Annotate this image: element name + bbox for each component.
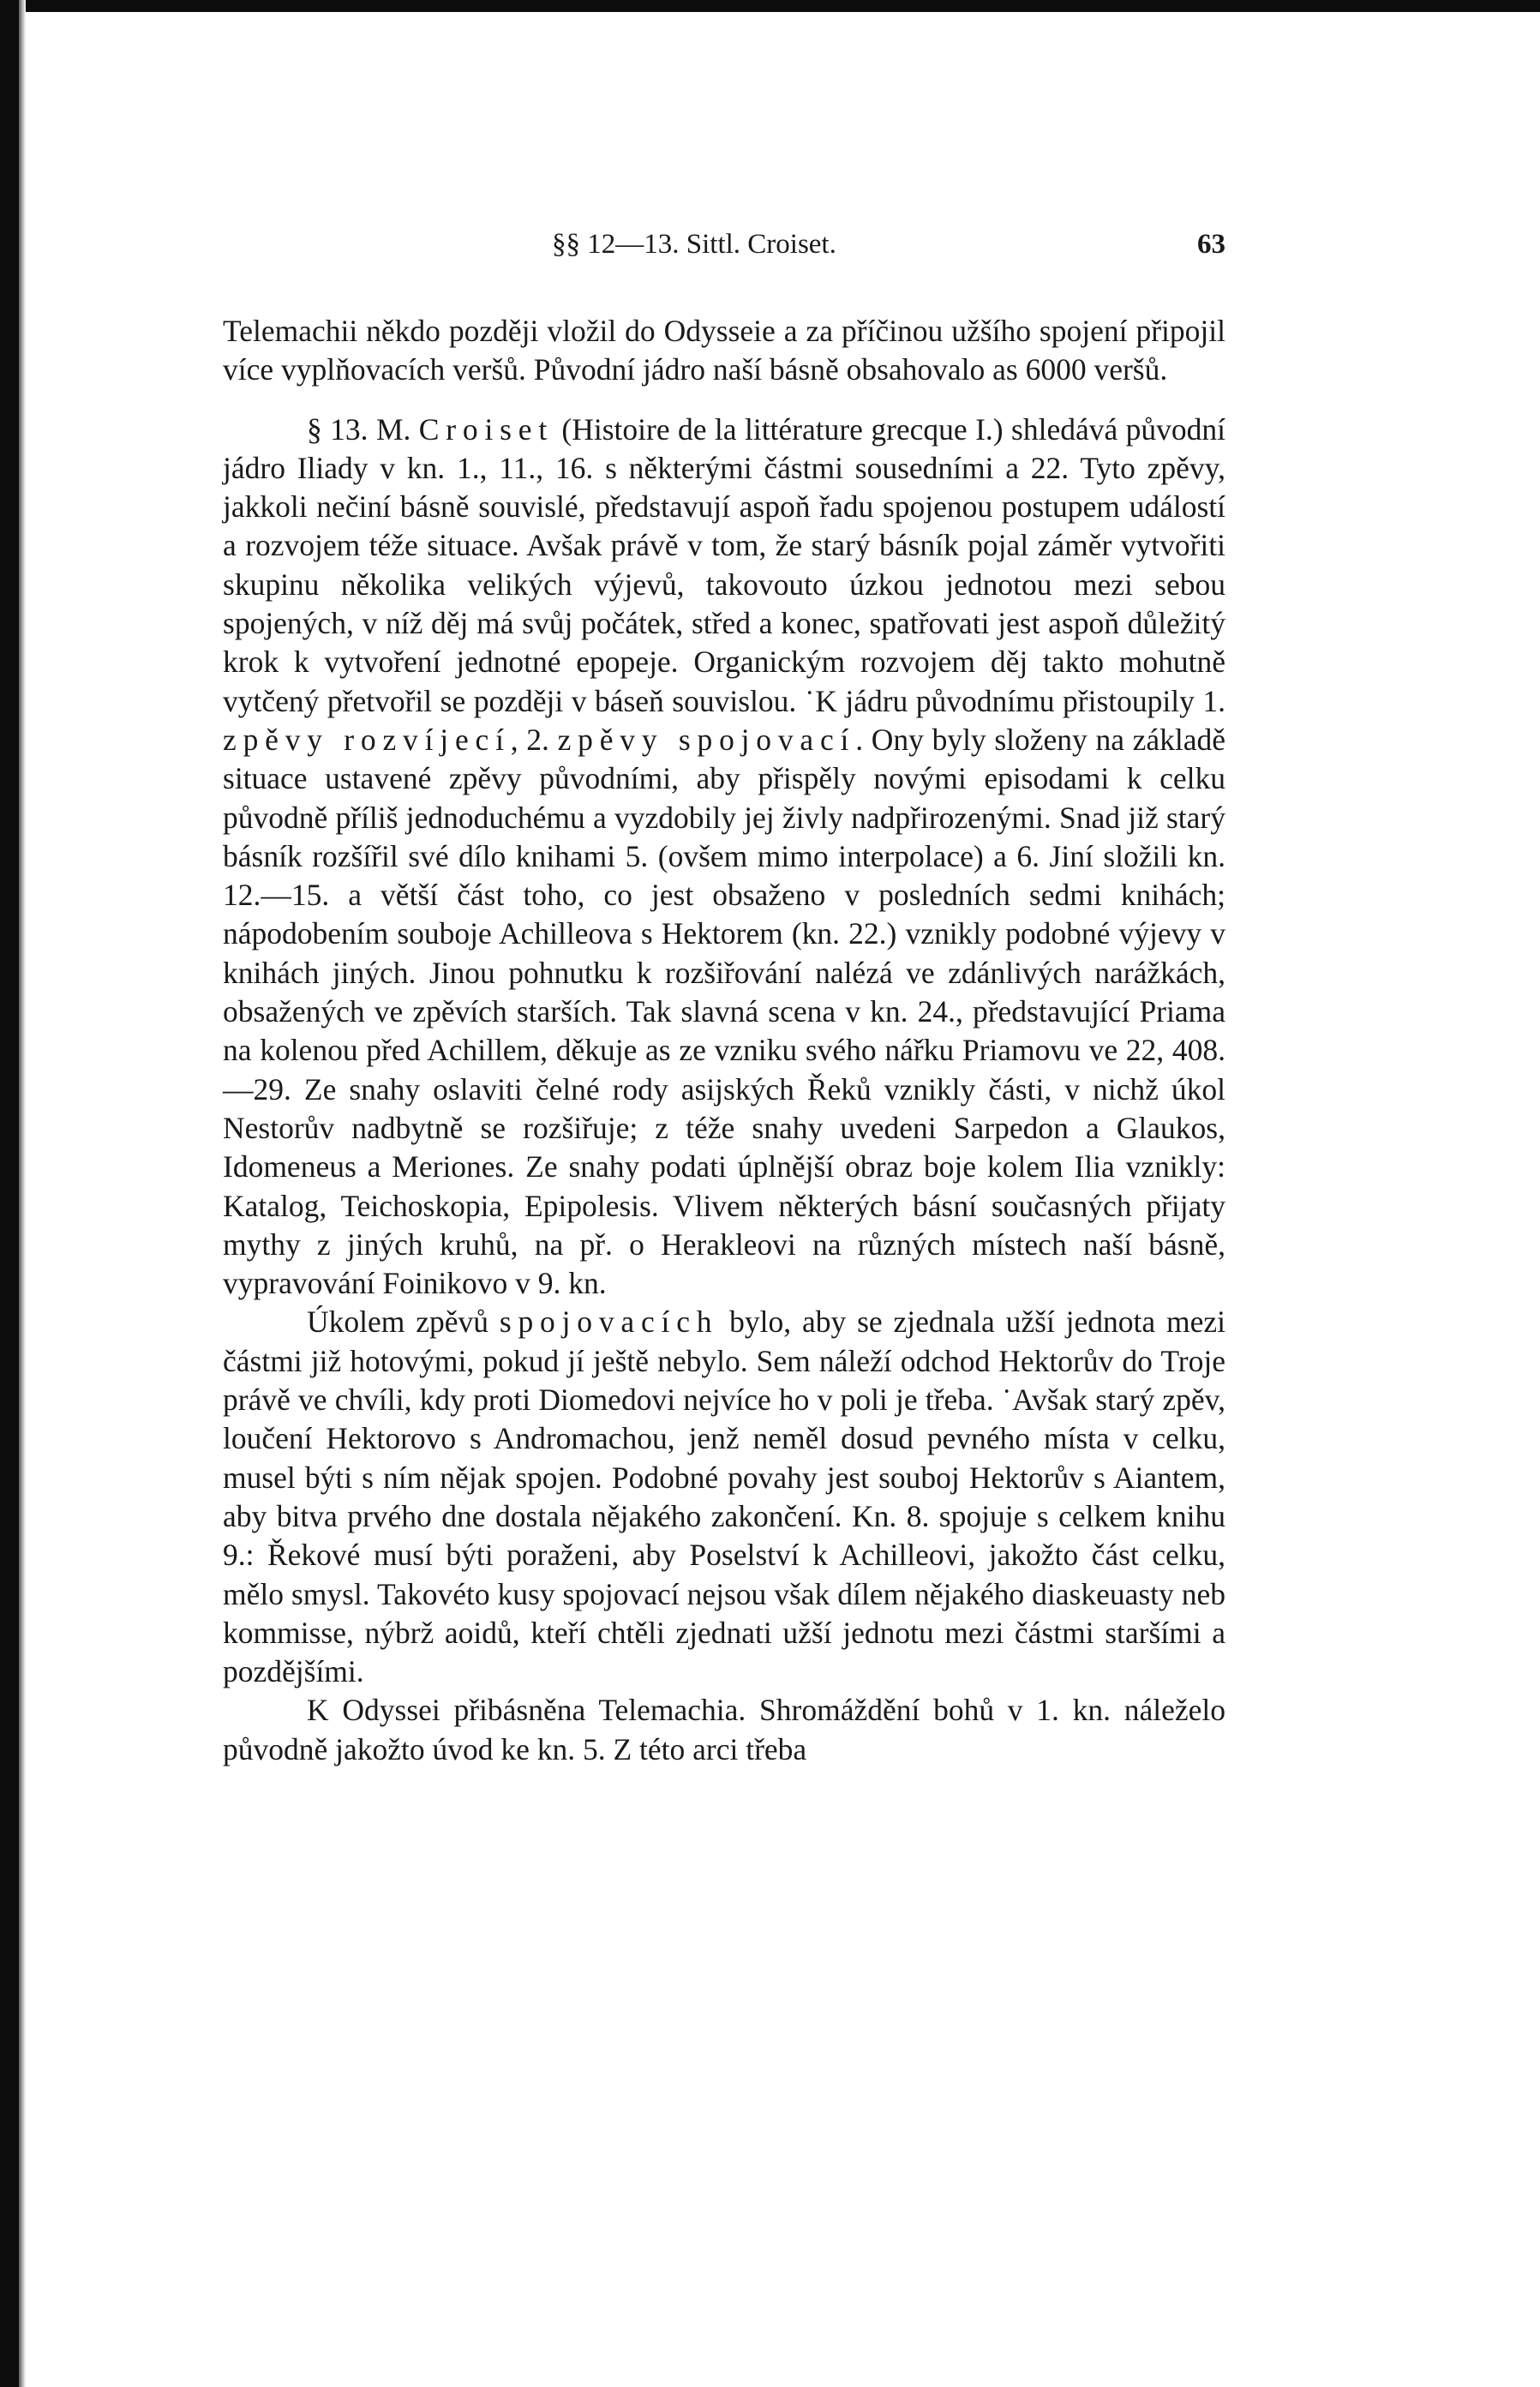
paragraph-2-text-c: . Ony byly složeny na základě situace ustavené zpěvy původními, aby přispěly novými episodami k celku původně příliš jednoduchému a vyzdobily jej živly nadpřirozenými. Snad již starý básník rozšířil své dílo knihami 5. (ovšem mimo interpolace) a 6. Jiní složili kn. 12.—15. a větší část toho, co jest obsaženo v posledních sedmi knihách; nápodobením souboje Achilleova s Hektorem (kn. 22.) vznikly podobné výjevy v knihách jiných. Jinou pohnutku k rozšiřování nalézá ve zdánlivých narážkách, obsažených ve zpěvích starších. Tak slavná scena v kn. 24., představující Priama na kolenou před Achillem, děkuje as ze vzniku svého nářku Priamovu ve 22, 408.—29. Ze snahy oslaviti čelné rody asijských Řeků vznikly části, v nichž úkol Nestorův nadbytně se rozšiřuje; z téže snahy uvedeni Sarpedon a Glaukos, Idomeneus a Meriones. Ze snahy podati úplnější obraz boje kolem Ilia vznikly: Katalog, Teichoskopia, Epipolesis. Vlivem některých básní současných přijaty mythy z jiných kruhů, na př. o Herakleovi na různých místech naší básně, vypravování Foinikovo v 9. kn. <box>223 722 1226 1301</box>
scan-left-edge <box>0 0 19 2387</box>
paragraph-2-text-a: (Histoire de la littérature grecque I.) shledává původní jádro Iliady v kn. 1., 11., 16. s některými částmi sousedními a 22. Tyto zpěvy, jakkoli nečiní básně souvislé, představují aspoň řadu spojenou postupem událostí a rozvojem téže situace. Avšak právě v tom, že starý básník pojal záměr vytvořiti skupinu několika velikých výjevů, takovouto úzkou jednotou mezi sebou spojených, v níž děj má svůj počátek, střed a konec, spatřovati jest aspoň důležitý krok k vytvoření jednotné epopeje. Organickým rozvojem děj takto mohutně vytčený přetvořil se později v báseň souvislou. ˙K jádru původnímu přistoupily 1. <box>223 411 1225 718</box>
page-number: 63 <box>1197 229 1225 260</box>
term-spojovacich: spojovacích <box>499 1304 719 1340</box>
body-text <box>223 312 1225 1769</box>
paragraph-2-text-b: , 2. <box>510 722 558 757</box>
running-head: §§ 12—13. Sittl. Croiset. <box>552 229 836 260</box>
scan-top-edge <box>0 0 1540 12</box>
term-zpevy-rozvijeci: zpěvy rozvíjecí <box>223 722 511 757</box>
paragraph-1: Telemachii někdo později vložil do Odysseie a za příčinou užšího spojení připojil více vyplňovacích veršů. Původní jádro naší básně obsahovalo as 6000 veršů. <box>223 314 1225 387</box>
paragraph-3-text-b: bylo, aby se zjednala užší jednota mezi částmi již hotovými, pokud jí ještě nebylo. Sem náleží odchod Hektorův do Troje právě ve chvíli, kdy proti Diomedovi nejvíce ho v poli je třeba. ˙Avšak starý zpěv, loučení Hektorovo s Andromachou, jenž neměl dosud pevného místa v celku, musel býti s ním nějak spojen. Podobné povahy jest souboj Hektorův s Aiantem, aby bitva prvého dne dostala nějakého zakončení. Kn. 8. spojuje s celkem knihu 9.: Řekové musí býti poraženi, aby Poselství k Achilleovi, jakožto část celku, mělo smysl. Takovéto kusy spojovací nejsou však dílem nějakého diaskeuasty neb kommisse, nýbrž aoidů, kteří chtěli zjednati užší jednotu mezi částmi staršími a pozdějšími. <box>223 1304 1226 1689</box>
paragraph-3 <box>223 1303 1225 1691</box>
section-mark: § 13. M. <box>307 411 419 447</box>
term-zpevy-spojovaci: zpěvy spojovací <box>557 722 856 757</box>
author-name-spaced: Croiset <box>418 411 554 447</box>
paragraph-4: K Odyssei přibásněna Telemachia. Shromáždění bohů v 1. kn. náleželo původně jakožto úvod ke kn. 5. Z této arci třeba <box>223 1693 1225 1766</box>
paragraph-3-text-a: Úkolem zpěvů <box>307 1304 500 1340</box>
scan-left-shadow <box>19 0 26 2387</box>
paragraph-2 <box>223 411 1225 1304</box>
page-header <box>223 221 1225 267</box>
